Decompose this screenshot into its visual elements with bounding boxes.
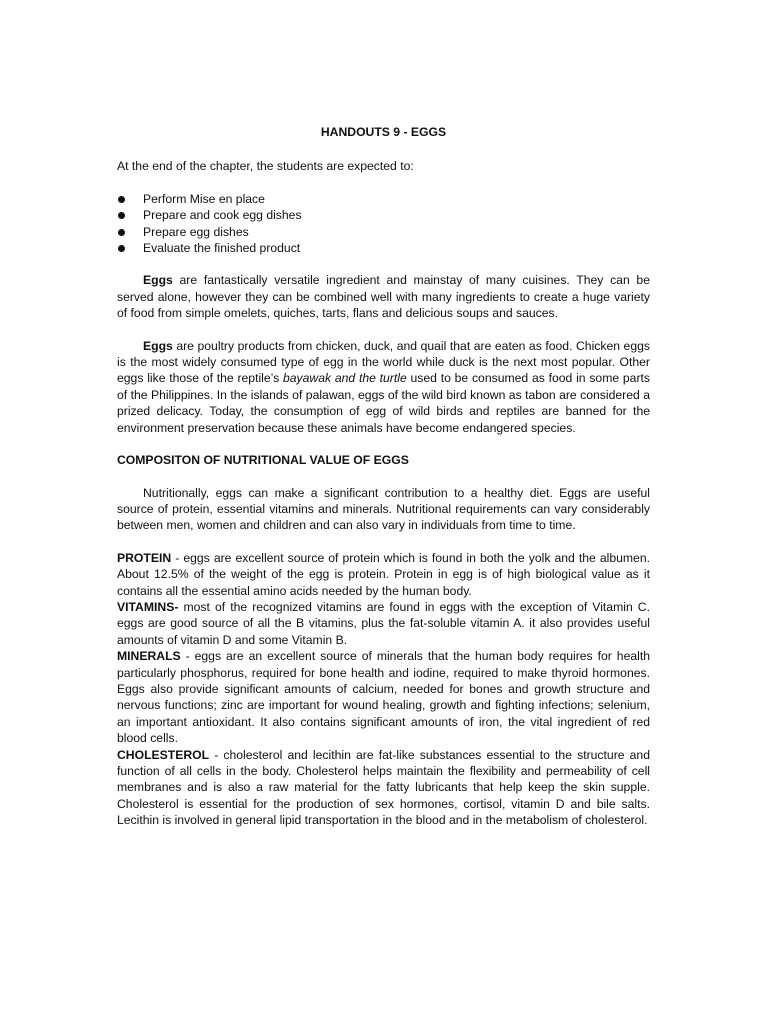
paragraph-text: used to be consumed as food in some parts of the Philippines. In the islands of palawan, eggs of the wild bird known as tabon are considered a prized delicacy. Today, the consumption of egg of wild birds and reptiles are banned for the environment preservation because these animals have become endangered species. xyxy=(117,371,650,435)
paragraph-italic: bayawak and the turtle xyxy=(283,371,407,386)
bullet-icon xyxy=(118,212,125,219)
section-heading: COMPOSITON OF NUTRITIONAL VALUE OF EGGS xyxy=(117,453,409,468)
page-title: HANDOUTS 9 - EGGS xyxy=(320,125,447,139)
nutrient-minerals xyxy=(117,648,650,746)
nutrient-term: CHOLESTEROL xyxy=(117,747,210,762)
objective-text: Perform Mise en place xyxy=(143,191,265,206)
nutrient-text: - cholesterol and lecithin are fat-like substances essential to the structure and function of all cells in the body. Cholesterol helps maintain the flexibility and permeability of cell membranes and is also a raw material for the fatty lubricants that help keep the skin supple. Cholesterol is essential for the production of sex hormones, cortisol, vitamin D and bile salts. Lecithin is involved in general lipid transportation in the blood and in the metabolism of cholesterol. xyxy=(117,747,650,828)
list-item xyxy=(117,240,650,256)
objective-text: Prepare egg dishes xyxy=(143,224,249,239)
nutrient-term: PROTEIN xyxy=(117,550,172,565)
paragraph-text: are fantastically versatile ingredient and mainstay of many cuisines. They can be served alone, however they can be combined well with many ingredients to create a huge variety of food from simple omelets, quiches, tarts, flans and delicious soups and sauces. xyxy=(117,273,650,321)
intro-text: At the end of the chapter, the students are expected to: xyxy=(117,159,414,174)
bullet-icon xyxy=(118,245,125,252)
objective-text: Prepare and cook egg dishes xyxy=(143,208,302,223)
paragraph-text: are poultry products from chicken, duck, and quail that are eaten as food. Chicken eggs is the most widely consumed type of egg in the world while duck is the next most popular. Other eggs like those of the reptile’s xyxy=(117,338,650,386)
nutrient-term: VITAMINS- xyxy=(117,599,179,614)
objectives-list xyxy=(117,191,650,257)
document-body xyxy=(117,124,650,829)
nutrient-term: MINERALS xyxy=(117,649,181,664)
objective-text: Evaluate the finished product xyxy=(143,241,301,256)
nutrient-text: most of the recognized vitamins are found in eggs with the exception of Vitamin C. eggs are good source of all the B vitamins, plus the fat-soluble vitamin A. it also provides useful amounts of vitamin D and some Vitamin B. xyxy=(117,599,650,647)
nutrient-cholesterol xyxy=(117,747,650,829)
nutrient-text: - eggs are an excellent source of minerals that the human body requires for health particularly phosphorus, required for bone health and iodine, required to make thyroid hormones. Eggs also provide significant amounts of calcium, needed for bones and growth structure and nervous functions; zinc are important for wound healing, growth and fighting infections; selenium, an important antioxidant. It also contains significant amounts of iron, the vital ingredient of red blood cells. xyxy=(117,649,650,746)
list-item xyxy=(117,191,650,207)
list-item xyxy=(117,224,650,240)
bullet-icon xyxy=(118,196,125,203)
nutrient-text: - eggs are excellent source of protein which is found in both the yolk and the albumen. About 12.5% of the weight of the egg is protein. Protein in egg is of high biological value as it contains all the essential amino acids needed by the human body. xyxy=(117,550,650,598)
bullet-icon xyxy=(118,229,125,236)
paragraph-lead: Eggs xyxy=(143,273,173,288)
paragraph-eggs-poultry xyxy=(117,338,650,436)
nutrient-protein xyxy=(117,550,650,599)
nutrient-vitamins xyxy=(117,599,650,648)
paragraph-lead: Eggs xyxy=(143,338,173,353)
paragraph-eggs-versatile xyxy=(117,272,650,321)
list-item xyxy=(117,207,650,223)
paragraph-nutrition: Nutritionally, eggs can make a significant contribution to a healthy diet. Eggs are useful source of protein, essential vitamins and minerals. Nutritional requirements can vary considerably between men, women and children and can also vary in individuals from time to time. xyxy=(117,485,650,533)
